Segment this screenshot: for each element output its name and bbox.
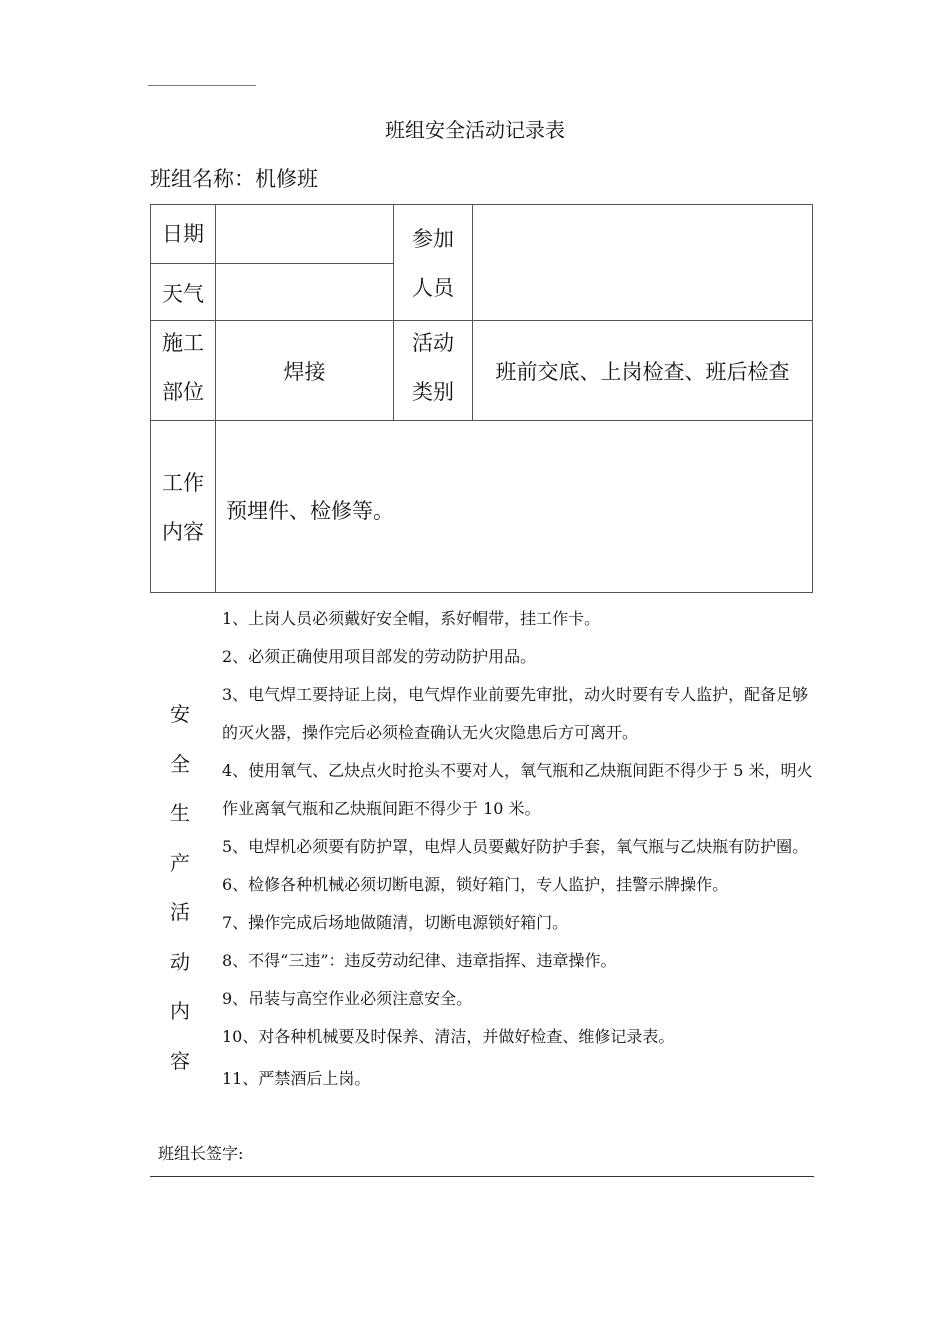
header-rule — [148, 85, 256, 86]
weather-label: 天气 — [162, 282, 204, 306]
safety-label-char: 全 — [170, 751, 190, 776]
list-item: 2、必须正确使用项目部发的劳动防护用品。 — [222, 647, 537, 666]
list-item: 8、不得“三违”：违反劳动纪律、违章指挥、违章操作。 — [222, 951, 617, 970]
safety-label-char: 内 — [170, 999, 190, 1023]
list-item: 1、上岗人员必须戴好安全帽，系好帽带，挂工作卡。 — [222, 609, 601, 628]
work-label-line1: 工作 — [162, 471, 204, 495]
team-name-value: 机修班 — [255, 167, 318, 191]
date-value-cell[interactable] — [215, 204, 394, 264]
team-name — [150, 163, 318, 193]
work-value: 预埋件、检修等。 — [226, 499, 394, 523]
safety-label-char: 生 — [170, 801, 190, 825]
list-item: 5、电焊机必须要有防护罩，电焊人员要戴好防护手套，氧气瓶与乙炔瓶有防护圈。 — [222, 837, 809, 856]
safety-section-label — [165, 690, 195, 1086]
participants-label-line1: 参加 — [412, 227, 454, 251]
safety-label-char: 安 — [170, 702, 190, 726]
work-label-line2: 内容 — [162, 520, 204, 544]
activity-label-line2: 类别 — [412, 380, 454, 404]
site-value: 焊接 — [283, 360, 326, 384]
safety-label-char: 产 — [170, 850, 190, 875]
date-label: 日期 — [162, 222, 204, 246]
safety-rules-list — [222, 600, 816, 1098]
list-item: 9、吊装与高空作业必须注意安全。 — [222, 989, 473, 1008]
list-item: 3、电气焊工要持证上岗，电气焊作业前要先审批，动火时要有专人监护，配备足够的灭火器，操作完后必须检查确认无火灾隐患后方可离开。 — [222, 685, 809, 742]
weather-value-cell[interactable] — [215, 263, 394, 321]
list-item: 6、检修各种机械必须切断电源，锁好箱门，专人监护，挂警示牌操作。 — [222, 875, 729, 894]
list-item: 11、严禁酒后上岗。 — [222, 1069, 371, 1088]
safety-label-char: 容 — [170, 1048, 190, 1073]
list-item: 10、对各种机械要及时保养、清洁，并做好检查、维修记录表。 — [222, 1027, 675, 1046]
participants-value-cell[interactable] — [472, 204, 813, 321]
safety-label-char: 活 — [170, 900, 190, 924]
safety-label-char: 动 — [170, 949, 190, 974]
list-item: 4、使用氧气、乙炔点火时抢头不要对人，氧气瓶和乙炔瓶间距不得少于 5 米，明火作业离氧气瓶和乙炔瓶间距不得少于 10 米。 — [222, 761, 813, 818]
signature-label: 班组长签字: — [158, 1144, 244, 1163]
site-label-line2: 部位 — [162, 380, 204, 404]
signature-line[interactable] — [150, 1176, 814, 1177]
page-title: 班组安全活动记录表 — [385, 118, 565, 142]
participants-label-line2: 人员 — [412, 276, 454, 300]
list-item: 7、操作完成后场地做随清，切断电源锁好箱门。 — [222, 913, 569, 932]
team-label: 班组名称： — [150, 167, 255, 191]
activity-value: 班前交底、上岗检查、班后检查 — [495, 360, 790, 384]
site-label-line1: 施工 — [162, 331, 204, 355]
activity-label-line1: 活动 — [412, 331, 454, 355]
